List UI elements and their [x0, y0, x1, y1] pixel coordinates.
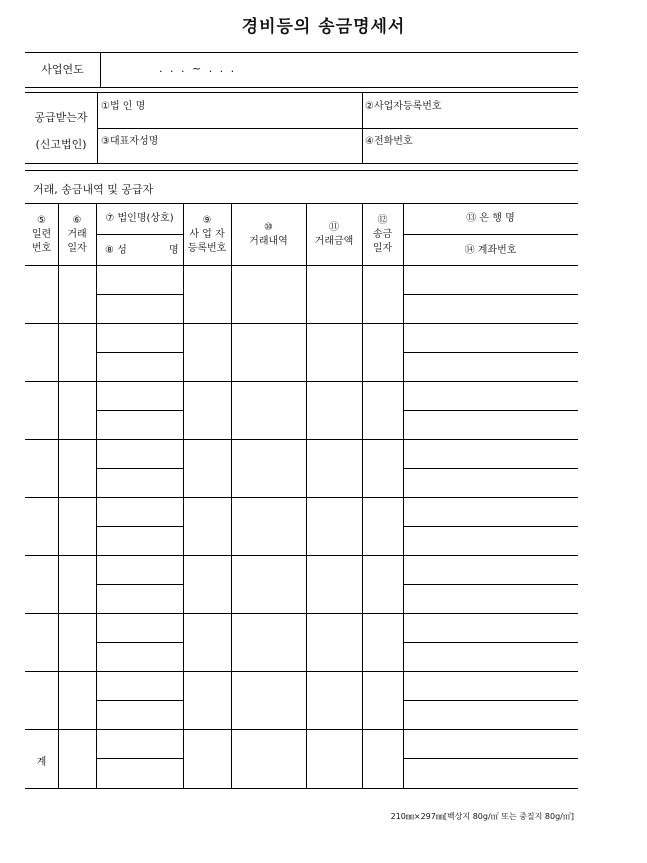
- row-split-line: [403, 410, 578, 411]
- row-split-line: [96, 352, 183, 353]
- column-line: [306, 203, 307, 789]
- row-split-line: [403, 758, 578, 759]
- col-transaction-date: ⑥ 거래 일자: [67, 215, 87, 254]
- row-split-line: [403, 352, 578, 353]
- col-remittance-date: ⑫ 송금 일자: [372, 215, 393, 254]
- transaction-section-header: [25, 170, 578, 202]
- col-business-reg-number: ⑨ 사 업 자 등록번호: [187, 215, 227, 254]
- column-line: [58, 203, 59, 789]
- row-split-line: [96, 700, 183, 701]
- recipient-sublabel: (신고법인): [35, 138, 87, 151]
- form-title: 경비등의 송금명세서: [241, 17, 406, 37]
- row-line: [25, 497, 578, 498]
- col-person-name-end: 명: [169, 245, 179, 256]
- row-line: [25, 381, 578, 382]
- phone-number-field[interactable]: ④전화번호: [365, 136, 413, 147]
- representative-name-field[interactable]: ③대표자성명: [101, 136, 159, 147]
- row-split-line: [403, 642, 578, 643]
- total-label: 계: [36, 757, 47, 768]
- business-year-label: 사업연도: [41, 63, 84, 76]
- transaction-table: [25, 203, 578, 789]
- header-bottom-border: [25, 265, 578, 266]
- col-transaction-amount: ⑪ 거래금액: [314, 222, 354, 247]
- row-split-line: [96, 584, 183, 585]
- row-line: [25, 671, 578, 672]
- row-split-line: [96, 410, 183, 411]
- col-corp-name: ⑦ 법인명(상호): [105, 213, 174, 224]
- divider: [97, 128, 578, 129]
- recipient-section: [25, 92, 578, 164]
- row-line: [25, 613, 578, 614]
- row-split-line: [96, 526, 183, 527]
- corp-name-field[interactable]: ①법 인 명: [101, 101, 146, 112]
- table-bottom-border: [25, 788, 578, 789]
- col-transaction-detail: ⑩ 거래내역: [249, 222, 288, 247]
- table-top-border: [25, 203, 578, 204]
- column-line: [96, 203, 97, 789]
- business-year-value[interactable]: . . . ~ . . .: [159, 62, 237, 75]
- row-line: [25, 729, 578, 730]
- row-split-line: [96, 642, 183, 643]
- business-year-row: [25, 52, 578, 88]
- business-reg-number-field[interactable]: ②사업자등록번호: [365, 101, 442, 112]
- column-line: [231, 203, 232, 789]
- recipient-label: 공급받는자: [34, 111, 88, 124]
- row-line: [25, 323, 578, 324]
- column-line: [362, 203, 363, 789]
- header-split-line: [96, 234, 183, 235]
- column-line: [403, 203, 404, 789]
- header-split-line: [403, 234, 578, 235]
- row-line: [25, 555, 578, 556]
- row-line: [25, 439, 578, 440]
- row-split-line: [403, 700, 578, 701]
- section-title: 거래, 송금내역 및 공급자: [33, 183, 154, 196]
- row-split-line: [403, 468, 578, 469]
- paper-spec-footer: 210㎜×297㎜[백상지 80g/㎡ 또는 중질지 80g/㎡]: [390, 812, 574, 821]
- col-serial-number: ⑤ 일련 번호: [31, 215, 52, 254]
- column-line: [183, 203, 184, 789]
- col-person-name: ⑧ 성: [105, 245, 127, 256]
- row-split-line: [96, 758, 183, 759]
- row-split-line: [403, 526, 578, 527]
- row-split-line: [403, 584, 578, 585]
- col-account-number: ⑭ 계좌번호: [464, 245, 517, 256]
- col-bank-name: ⑬ 은 행 명: [466, 213, 515, 224]
- row-split-line: [96, 468, 183, 469]
- row-split-line: [96, 294, 183, 295]
- row-split-line: [403, 294, 578, 295]
- divider: [100, 53, 101, 87]
